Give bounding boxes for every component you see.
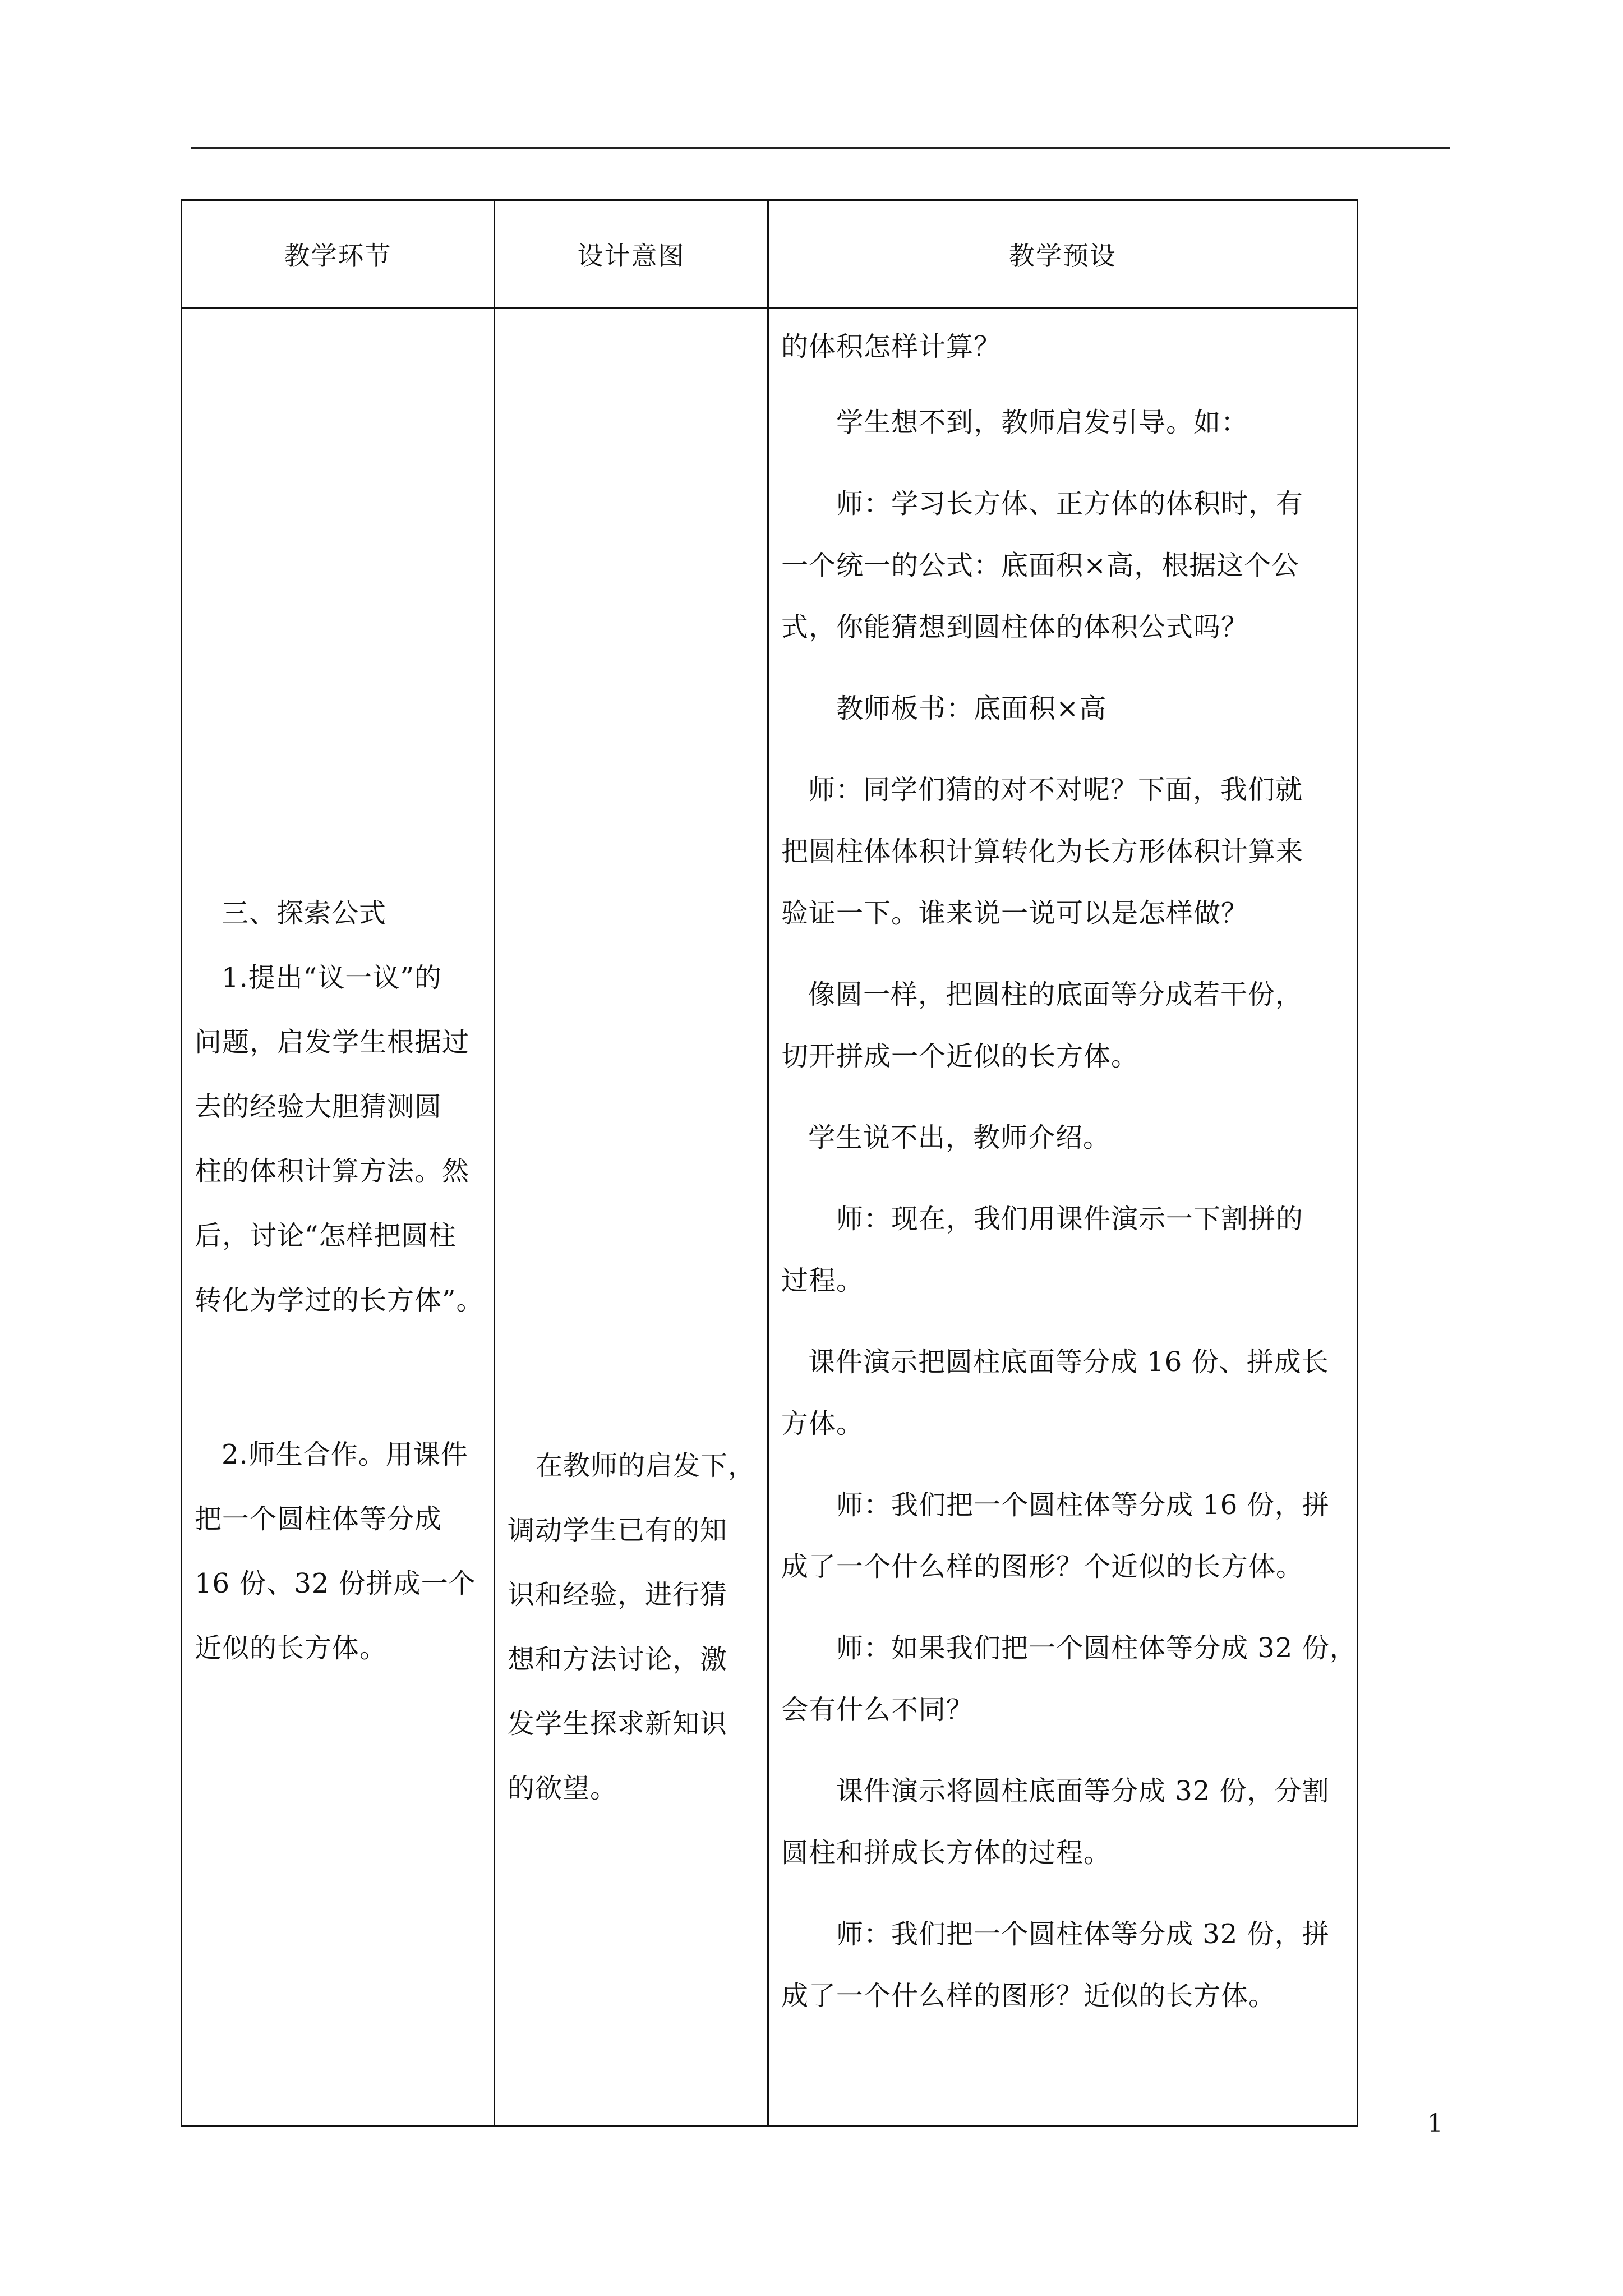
table-body-row xyxy=(182,309,1358,2127)
intent-line: 在教师的启发下， xyxy=(536,1450,756,1481)
stage-item1-line: 1.提出“议一议”的 xyxy=(222,962,442,993)
intent-line: 的欲望。 xyxy=(508,1773,618,1804)
plan-line: 教师板书：底面积×高 xyxy=(836,693,1107,724)
intent-line: 想和方法讨论，激 xyxy=(508,1644,728,1675)
intent-line: 识和经验，进行猜 xyxy=(508,1579,728,1611)
plan-line: 师：同学们猜的对不对呢？下面，我们就 xyxy=(808,774,1303,806)
stage-item2-line: 16 份、32 份拼成一个 xyxy=(195,1568,476,1599)
plan-line: 圆柱和拼成长方体的过程。 xyxy=(781,1837,1112,1869)
plan-line: 课件演示将圆柱底面等分成 32 份，分割 xyxy=(836,1775,1330,1807)
table-header-row xyxy=(182,200,1358,309)
plan-line: 验证一下。谁来说一说可以是怎样做？ xyxy=(781,898,1249,929)
plan-line: 一个统一的公式：底面积×高，根据这个公 xyxy=(781,550,1299,581)
plan-line: 式，你能猜想到圆柱体的体积公式吗？ xyxy=(781,611,1249,643)
cell-teaching-plan xyxy=(768,309,1358,2127)
plan-line: 成了一个什么样的图形？个近似的长方体。 xyxy=(781,1551,1304,1582)
header-teaching-plan: 教学预设 xyxy=(768,200,1358,309)
page-number: 1 xyxy=(1427,2109,1443,2138)
plan-line: 师：我们把一个圆柱体等分成 16 份，拼 xyxy=(836,1489,1330,1521)
header-rule xyxy=(191,147,1450,149)
plan-line: 把圆柱体体积计算转化为长方形体积计算来 xyxy=(781,836,1304,867)
plan-line: 师：现在，我们用课件演示一下割拼的 xyxy=(836,1203,1304,1235)
plan-line: 师：如果我们把一个圆柱体等分成 32 份， xyxy=(836,1632,1357,1664)
plan-line: 过程。 xyxy=(781,1265,864,1296)
stage-item1-line: 问题，启发学生根据过 xyxy=(195,1027,470,1058)
header-design-intent: 设计意图 xyxy=(495,200,768,309)
stage-item1-line: 转化为学过的长方体”。 xyxy=(195,1285,484,1316)
plan-line: 的体积怎样计算？ xyxy=(781,331,1002,362)
stage-item2-line: 2.师生合作。用课件 xyxy=(222,1439,468,1470)
plan-line: 会有什么不同？ xyxy=(781,1694,974,1726)
section-title: 三、探索公式 xyxy=(222,898,387,929)
lesson-plan-table xyxy=(181,199,1358,2127)
cell-teaching-stage xyxy=(182,309,495,2127)
header-teaching-stage: 教学环节 xyxy=(182,200,495,309)
intent-line: 调动学生已有的知 xyxy=(508,1515,728,1546)
stage-item1-line: 后，讨论“怎样把圆柱 xyxy=(195,1220,457,1251)
plan-line: 学生说不出，教师介绍。 xyxy=(808,1122,1111,1153)
stage-item1-line: 柱的体积计算方法。然 xyxy=(195,1156,470,1187)
plan-line: 切开拼成一个近似的长方体。 xyxy=(781,1041,1139,1072)
plan-line: 师：学习长方体、正方体的体积时，有 xyxy=(836,488,1304,519)
plan-line: 方体。 xyxy=(781,1408,864,1439)
plan-line: 学生想不到，教师启发引导。如： xyxy=(836,407,1249,438)
intent-line: 发学生探求新知识 xyxy=(508,1708,728,1740)
plan-line: 像圆一样，把圆柱的底面等分成若干份， xyxy=(808,979,1303,1010)
plan-line: 成了一个什么样的图形？近似的长方体。 xyxy=(781,1980,1276,2012)
plan-line: 课件演示把圆柱底面等分成 16 份、拼成长 xyxy=(808,1346,1329,1378)
stage-item2-line: 把一个圆柱体等分成 xyxy=(195,1503,442,1535)
stage-item2-line: 近似的长方体。 xyxy=(195,1632,388,1664)
stage-item1-line: 去的经验大胆猜测圆 xyxy=(195,1091,442,1122)
plan-line: 师：我们把一个圆柱体等分成 32 份，拼 xyxy=(836,1918,1330,1950)
cell-design-intent xyxy=(495,309,768,2127)
